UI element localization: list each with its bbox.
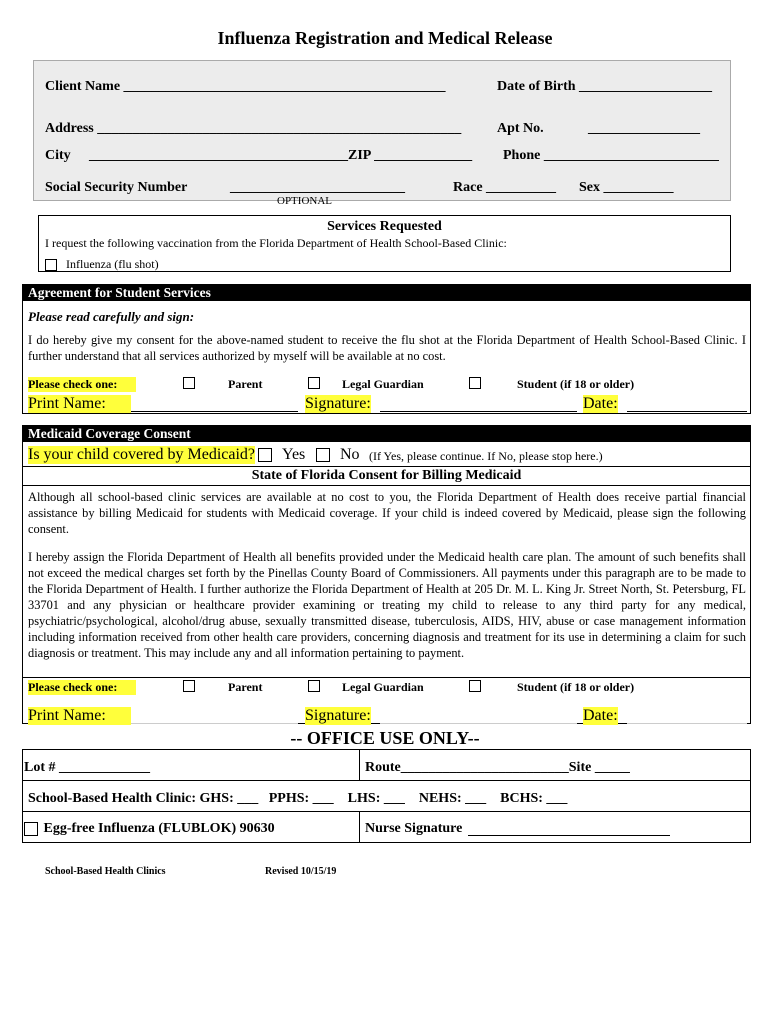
agreement-check-label: Please check one: bbox=[28, 377, 136, 392]
city-zip-field[interactable]: _____________________________________ZIP ______________ bbox=[89, 148, 473, 163]
medicaid-question: Is your child covered by Medicaid? bbox=[28, 446, 256, 463]
medicaid-no-checkbox[interactable] bbox=[316, 448, 330, 462]
medicaid-student-label: Student (if 18 or older) bbox=[517, 680, 635, 694]
agreement-guardian-checkbox[interactable] bbox=[308, 377, 320, 389]
agreement-parent-label: Parent bbox=[228, 377, 263, 391]
nurse-signature-line[interactable] bbox=[468, 835, 670, 836]
medicaid-yes-checkbox[interactable] bbox=[258, 448, 272, 462]
agreement-print-name-label: Print Name: bbox=[28, 395, 131, 413]
phone-field[interactable]: Phone _________________________ bbox=[503, 148, 719, 163]
influenza-checkbox[interactable] bbox=[45, 259, 57, 271]
medicaid-yes-label: Yes bbox=[282, 446, 306, 463]
agreement-signature-label: Signature: bbox=[305, 395, 371, 412]
lot-field[interactable]: Lot # _____________ bbox=[24, 760, 150, 775]
route-site-field[interactable]: Route________________________Site _____ bbox=[365, 760, 630, 775]
medicaid-date-line[interactable] bbox=[627, 723, 747, 724]
medicaid-student-checkbox[interactable] bbox=[469, 680, 481, 692]
medicaid-parent-checkbox[interactable] bbox=[183, 680, 195, 692]
agreement-parent-checkbox[interactable] bbox=[183, 377, 195, 389]
agreement-print-name-line[interactable] bbox=[131, 411, 298, 412]
medicaid-check-label: Please check one: bbox=[28, 680, 136, 695]
office-col-divider-1 bbox=[359, 749, 360, 780]
medicaid-para-1: Although all school-based clinic services are available at no cost to you, the Florida Department of Health does receive partial financial assistance by billing Medicaid for students with Medicaid coverage. If your child is indeed covered by Medicaid, please sign the following consent. bbox=[28, 490, 746, 536]
medicaid-print-name-label: Print Name: bbox=[28, 707, 131, 725]
sex-field[interactable]: Sex __________ bbox=[579, 180, 674, 195]
office-row-1-divider bbox=[22, 780, 751, 781]
medicaid-header: Medicaid Coverage Consent bbox=[22, 425, 751, 442]
address-field[interactable]: Address ____________________________________________________ bbox=[45, 121, 462, 136]
medicaid-divider-top bbox=[22, 466, 751, 467]
agreement-student-label: Student (if 18 or older) bbox=[517, 377, 635, 391]
ssn-field[interactable]: _________________________ bbox=[230, 180, 405, 195]
services-text: I request the following vaccination from the Florida Department of Health School-Based Clinic: bbox=[45, 236, 507, 250]
medicaid-guardian-checkbox[interactable] bbox=[308, 680, 320, 692]
city-label: City bbox=[45, 148, 71, 163]
influenza-option[interactable] bbox=[45, 257, 159, 272]
agreement-guardian-label: Legal Guardian bbox=[342, 377, 424, 391]
medicaid-divider-bottom bbox=[22, 485, 751, 486]
office-row-2-divider bbox=[22, 811, 751, 812]
page-title: Influenza Registration and Medical Release bbox=[217, 28, 553, 48]
apt-label: Apt No. bbox=[497, 121, 544, 136]
medicaid-note: (If Yes, please continue. If No, please stop here.) bbox=[369, 449, 603, 463]
egg-free-label: Egg-free Influenza (FLUBLOK) 90630 bbox=[43, 821, 275, 836]
agreement-signature-line[interactable] bbox=[380, 411, 577, 412]
medicaid-date-label: Date: bbox=[583, 707, 618, 724]
race-field[interactable]: Race __________ bbox=[453, 180, 557, 195]
medicaid-guardian-label: Legal Guardian bbox=[342, 680, 424, 694]
client-name-field[interactable]: Client Name ______________________________________________ bbox=[45, 79, 446, 94]
influenza-label: Influenza (flu shot) bbox=[66, 257, 159, 271]
agreement-student-checkbox[interactable] bbox=[469, 377, 481, 389]
office-header: -- OFFICE USE ONLY-- bbox=[290, 728, 480, 748]
clinic-field[interactable]: School-Based Health Clinic: GHS: ___ PPHS: ___ LHS: ___ NEHS: ___ BCHS: ___ bbox=[28, 791, 568, 806]
agreement-body: I do hereby give my consent for the above-named student to receive the flu shot at the Florida Department of Health School-Based Clinic. I further understand that all services authorized by myself will be available at no cost. bbox=[28, 333, 746, 363]
medicaid-no-label: No bbox=[340, 446, 360, 463]
office-col-divider-3 bbox=[359, 811, 360, 843]
agreement-instruction: Please read carefully and sign: bbox=[28, 309, 195, 324]
dob-field[interactable]: Date of Birth ___________________ bbox=[497, 79, 713, 94]
egg-free-checkbox[interactable] bbox=[24, 822, 38, 836]
nurse-signature-label: Nurse Signature bbox=[365, 821, 463, 836]
footer-left: School-Based Health Clinics bbox=[45, 866, 166, 877]
consent-title: State of Florida Consent for Billing Medicaid bbox=[251, 468, 522, 483]
ssn-label: Social Security Number bbox=[45, 180, 188, 195]
medicaid-check-divider bbox=[22, 677, 751, 678]
services-header: Services Requested bbox=[327, 219, 442, 234]
agreement-date-line[interactable] bbox=[627, 411, 747, 412]
agreement-date-label: Date: bbox=[583, 395, 618, 412]
egg-free-option[interactable] bbox=[24, 821, 275, 837]
apt-field[interactable]: ________________ bbox=[588, 121, 700, 136]
agreement-header: Agreement for Student Services bbox=[22, 284, 751, 301]
medicaid-signature-label: Signature: bbox=[305, 707, 371, 724]
medicaid-signature-line[interactable] bbox=[380, 723, 577, 724]
medicaid-print-name-line[interactable] bbox=[131, 723, 298, 724]
optional-note: OPTIONAL bbox=[277, 195, 332, 207]
medicaid-para-2: I hereby assign the Florida Department of Health all benefits provided under the Medicaid health care plan. The amount of such benefits shall not exceed the medical charges set forth by the Pinellas County Board of Commissioners. All payments under this paragraph are to be made to the Florida Department of Health. I further authorize the Florida Department of Health at 205 Dr. M. L. King Jr. Street North, St. Petersburg, FL 33701 and any physician or healthcare provider examining or treating my child to release to any third party for any medical, psychiatric/psychological, alcohol/drug abuse, sexually transmitted disease, tuberculosis, AIDS, HIV, abuse or case management information including information received from other health care providers, concerning diagnosis and treatment for its use in determining a claim for such diagnosis or treatment. This may include any and all information pertaining to payment. bbox=[28, 550, 746, 660]
footer-right: Revised 10/15/19 bbox=[265, 866, 337, 877]
medicaid-parent-label: Parent bbox=[228, 680, 263, 694]
